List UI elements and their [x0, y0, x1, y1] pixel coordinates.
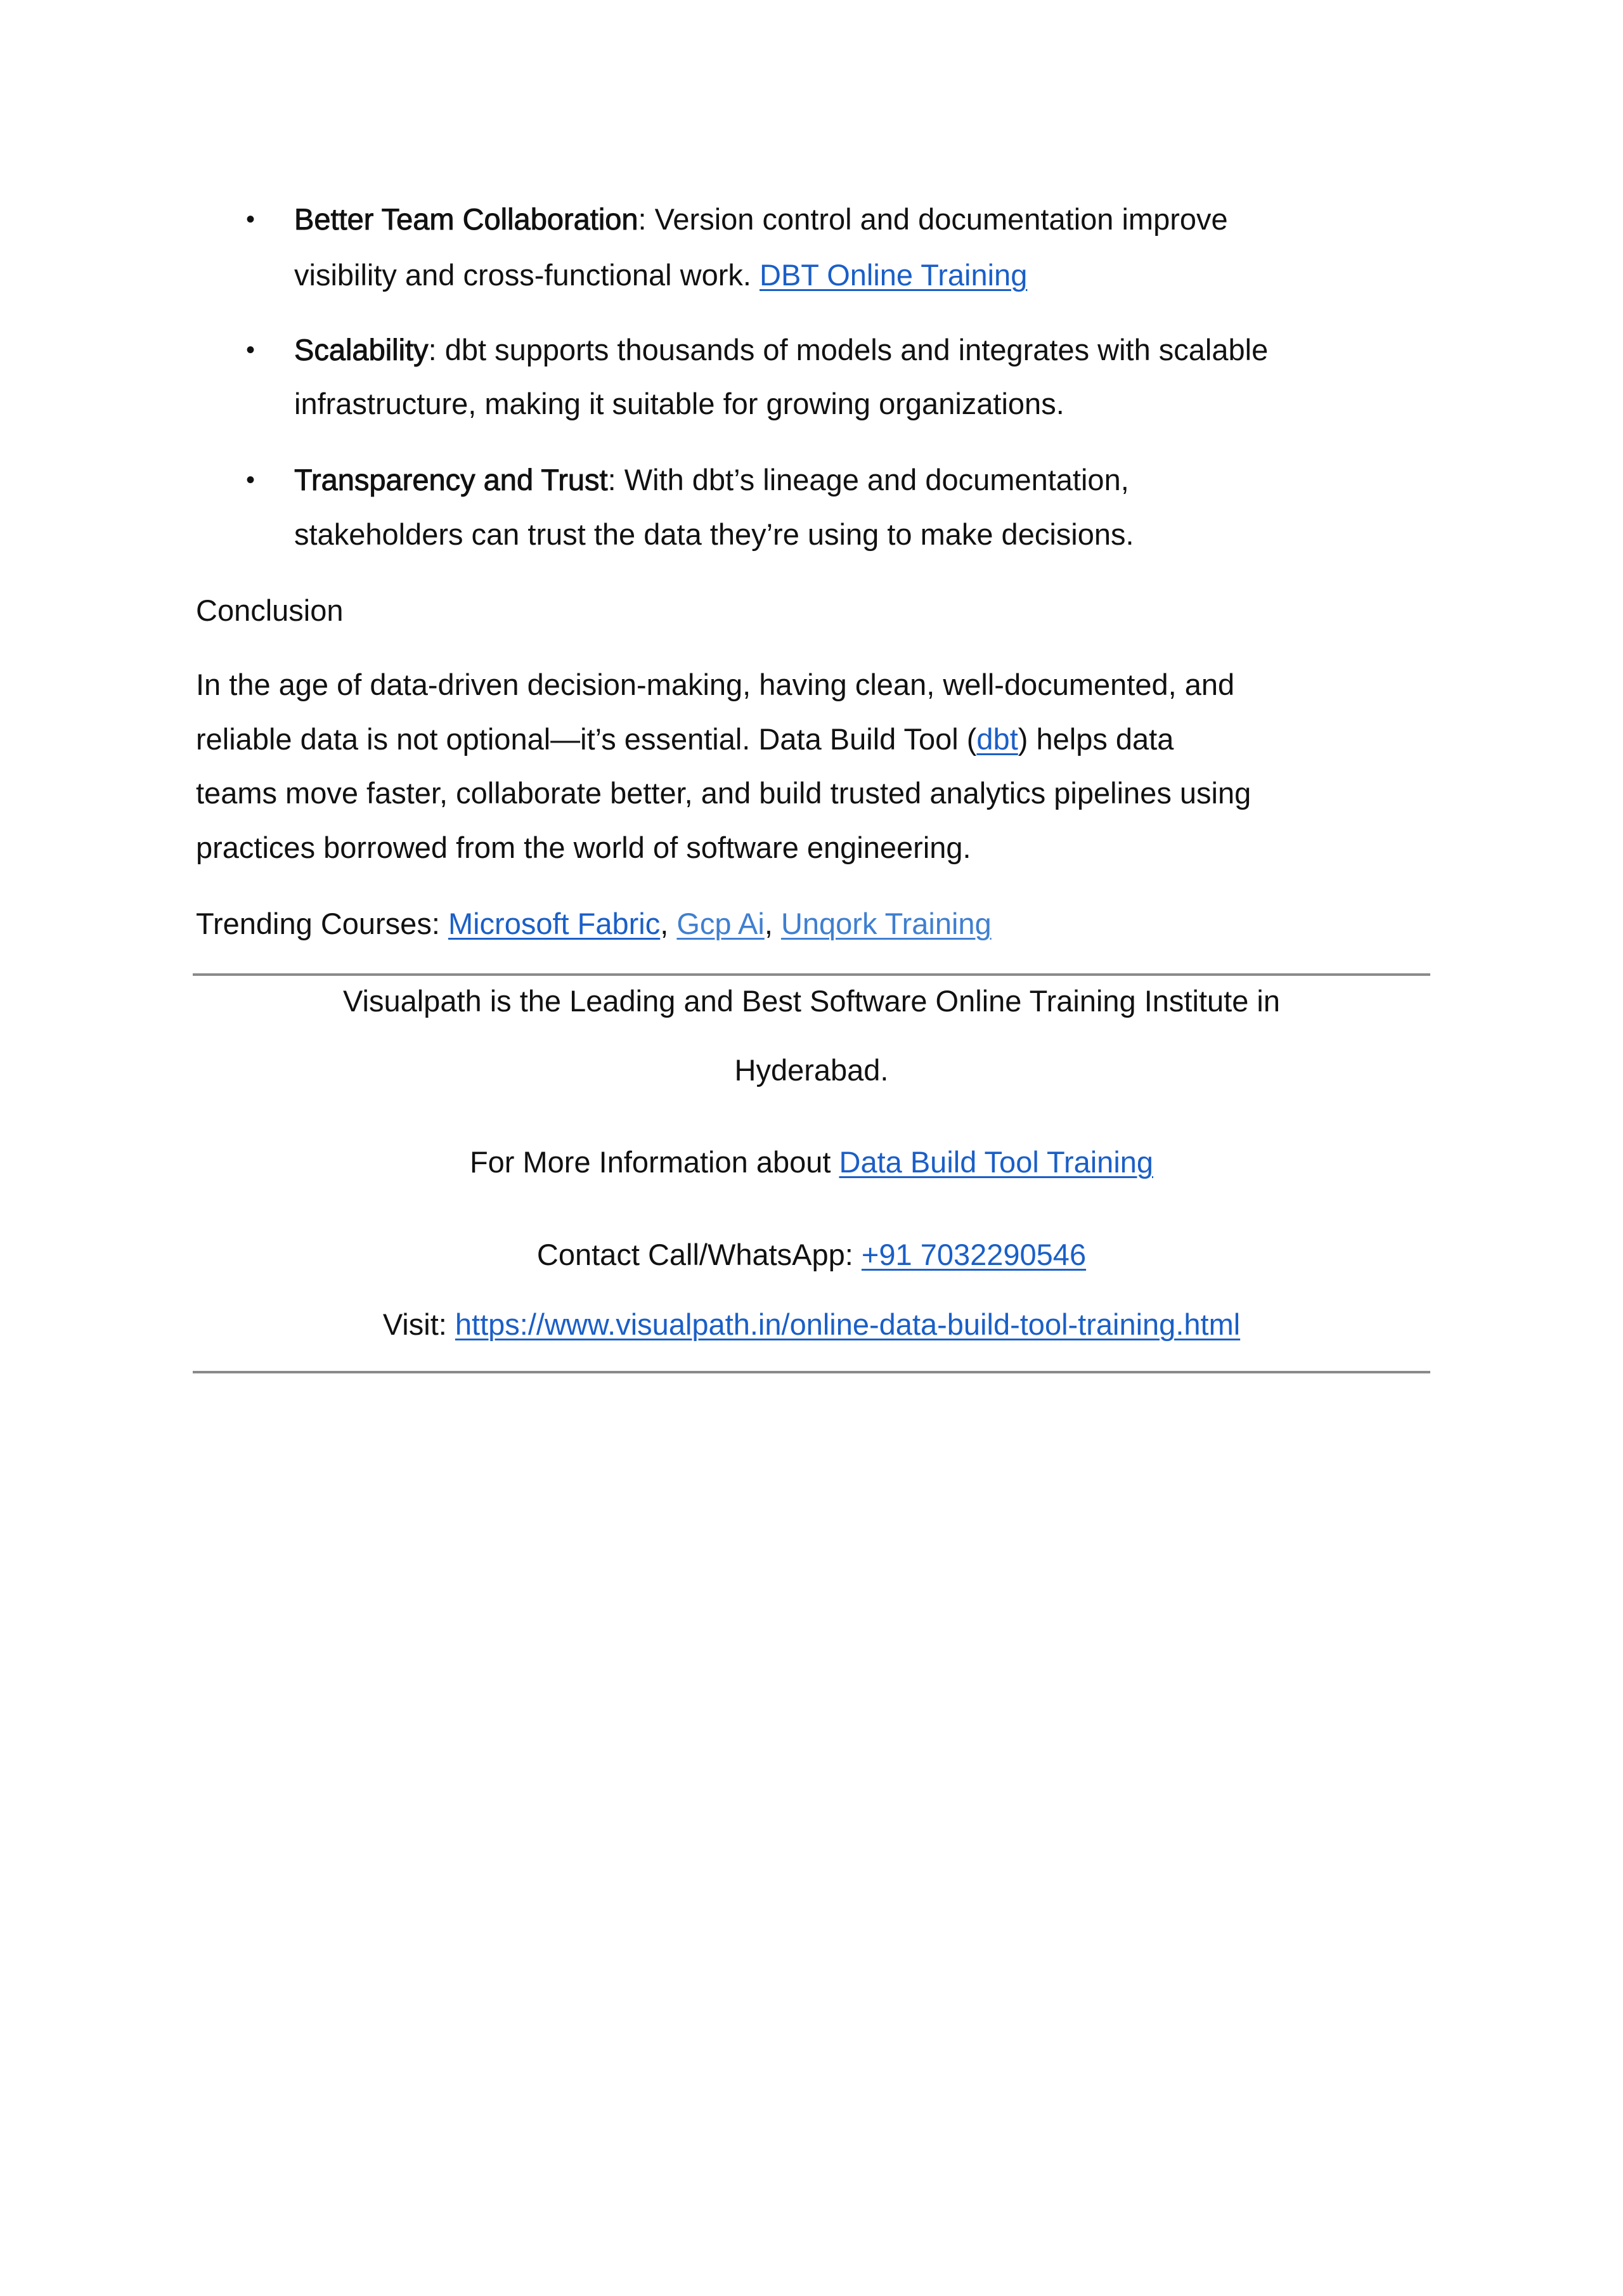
bullet-1-line-2	[294, 248, 1027, 302]
footer-visit	[190, 1297, 1433, 1352]
bullet-2-line-1	[294, 323, 1268, 377]
website-link[interactable]: https://www.visualpath.in/online-data-build-tool-training.html	[455, 1307, 1241, 1341]
footer-contact	[190, 1228, 1433, 1282]
bullet-icon: •	[246, 466, 255, 494]
contact-label: Contact Call/WhatsApp:	[536, 1238, 862, 1271]
conclusion-text: reliable data is not optional—it’s essential. Data Build Tool (	[196, 722, 977, 756]
divider-bottom	[193, 1371, 1430, 1373]
dbt-online-training-link[interactable]: DBT Online Training	[760, 258, 1028, 292]
phone-link[interactable]: +91 7032290546	[861, 1238, 1087, 1271]
microsoft-fabric-link[interactable]: Microsoft Fabric	[448, 907, 661, 940]
conclusion-line-2	[196, 712, 1174, 767]
bullet-2-text: : dbt supports thousands of models and integrates with scalable	[428, 333, 1269, 366]
footer-info	[190, 1135, 1433, 1190]
conclusion-line-1: In the age of data-driven decision-making, having clean, well-documented, and	[196, 668, 1235, 701]
trending-courses	[196, 897, 992, 951]
unqork-training-link[interactable]: Unqork Training	[780, 907, 992, 940]
conclusion-heading: Conclusion	[196, 593, 344, 627]
visit-label: Visit:	[382, 1307, 455, 1341]
bullet-3-text: : With dbt’s lineage and documentation,	[607, 463, 1129, 496]
bullet-3-line-1	[294, 453, 1129, 507]
bullet-1-text-2: visibility and cross-functional work.	[294, 258, 760, 292]
bullet-1-title: Better Team Collaboration	[294, 202, 638, 236]
trending-label: Trending Courses:	[196, 907, 448, 940]
conclusion-line-3: teams move faster, collaborate better, and build trusted analytics pipelines using	[196, 776, 1251, 810]
separator: ,	[764, 907, 781, 940]
conclusion-line-4: practices borrowed from the world of software engineering.	[196, 831, 971, 864]
bullet-2-title: Scalability	[294, 333, 429, 366]
data-build-tool-training-link[interactable]: Data Build Tool Training	[839, 1145, 1154, 1179]
footer-line-2: Hyderabad.	[734, 1053, 889, 1087]
bullet-icon: •	[246, 336, 255, 364]
gcp-ai-link[interactable]: Gcp Ai	[676, 907, 765, 940]
bullet-icon: •	[246, 205, 255, 233]
separator: ,	[660, 907, 677, 940]
info-label: For More Information about	[469, 1145, 839, 1179]
bullet-3-title: Transparency and Trust	[294, 463, 608, 496]
bullet-1-text: : Version control and documentation improve	[638, 202, 1228, 236]
conclusion-text: ) helps data	[1018, 722, 1174, 756]
bullet-2-line-2: infrastructure, making it suitable for growing organizations.	[294, 387, 1064, 420]
dbt-link[interactable]: dbt	[976, 722, 1018, 756]
bullet-3-line-2: stakeholders can trust the data they’re using to make decisions.	[294, 517, 1134, 551]
footer-line-1: Visualpath is the Leading and Best Software Online Training Institute in	[343, 984, 1280, 1018]
bullet-1-line-1	[294, 192, 1228, 247]
